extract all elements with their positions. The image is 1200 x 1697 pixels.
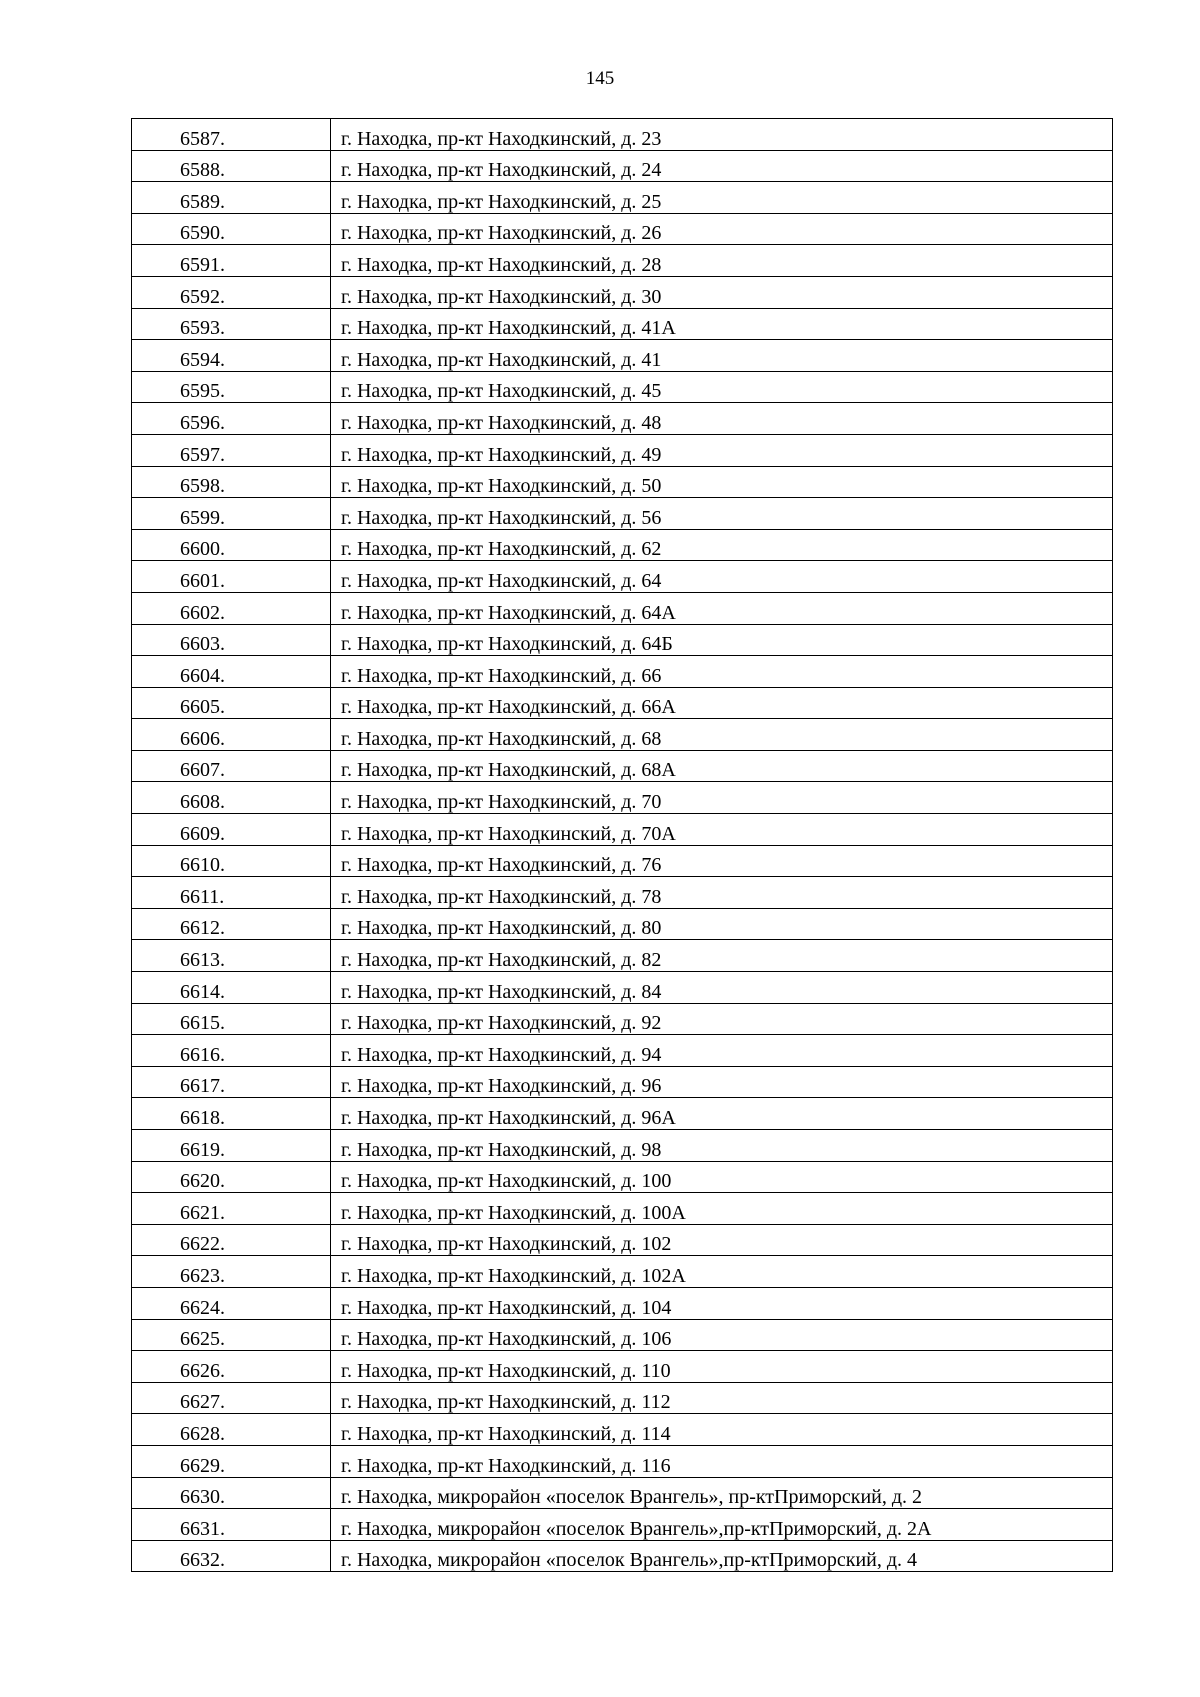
table-row xyxy=(132,466,1113,498)
table-row xyxy=(132,561,1113,593)
table-row xyxy=(132,656,1113,688)
table-row xyxy=(132,1256,1113,1288)
address-cell: г. Находка, пр-кт Находкинский, д. 56 xyxy=(331,498,1113,530)
row-number-cell: 6605. xyxy=(132,687,331,719)
table-row xyxy=(132,340,1113,372)
row-number-cell: 6592. xyxy=(132,276,331,308)
page-number: 145 xyxy=(585,68,615,89)
table-row xyxy=(132,403,1113,435)
row-number-cell: 6610. xyxy=(132,845,331,877)
row-number-cell: 6621. xyxy=(132,1193,331,1225)
table-row xyxy=(132,814,1113,846)
row-number-cell: 6616. xyxy=(132,1035,331,1067)
row-number-cell: 6628. xyxy=(132,1414,331,1446)
address-cell: г. Находка, пр-кт Находкинский, д. 64Б xyxy=(331,624,1113,656)
table-row xyxy=(132,1035,1113,1067)
table-row xyxy=(132,1193,1113,1225)
address-table xyxy=(131,118,1113,1572)
row-number-cell: 6597. xyxy=(132,434,331,466)
row-number-cell: 6596. xyxy=(132,403,331,435)
row-number-cell: 6627. xyxy=(132,1382,331,1414)
table-row xyxy=(132,1477,1113,1509)
table-row xyxy=(132,624,1113,656)
address-cell: г. Находка, микрорайон «поселок Врангель»,пр-ктПриморский, д. 4 xyxy=(331,1540,1113,1572)
address-cell: г. Находка, пр-кт Находкинский, д. 64А xyxy=(331,592,1113,624)
address-cell: г. Находка, пр-кт Находкинский, д. 78 xyxy=(331,877,1113,909)
table-row xyxy=(132,1003,1113,1035)
address-cell: г. Находка, пр-кт Находкинский, д. 68А xyxy=(331,750,1113,782)
address-cell: г. Находка, пр-кт Находкинский, д. 96А xyxy=(331,1098,1113,1130)
row-number-cell: 6587. xyxy=(132,119,331,151)
table-row xyxy=(132,1161,1113,1193)
address-cell: г. Находка, пр-кт Находкинский, д. 68 xyxy=(331,719,1113,751)
address-cell: г. Находка, пр-кт Находкинский, д. 25 xyxy=(331,182,1113,214)
address-cell: г. Находка, пр-кт Находкинский, д. 70 xyxy=(331,782,1113,814)
address-cell: г. Находка, пр-кт Находкинский, д. 94 xyxy=(331,1035,1113,1067)
address-cell: г. Находка, пр-кт Находкинский, д. 49 xyxy=(331,434,1113,466)
address-cell: г. Находка, пр-кт Находкинский, д. 48 xyxy=(331,403,1113,435)
row-number-cell: 6594. xyxy=(132,340,331,372)
address-cell: г. Находка, пр-кт Находкинский, д. 104 xyxy=(331,1287,1113,1319)
row-number-cell: 6613. xyxy=(132,940,331,972)
address-cell: г. Находка, микрорайон «поселок Врангель»,пр-ктПриморский, д. 2А xyxy=(331,1509,1113,1541)
row-number-cell: 6618. xyxy=(132,1098,331,1130)
row-number-cell: 6619. xyxy=(132,1130,331,1162)
address-cell: г. Находка, микрорайон «поселок Врангель», пр-ктПриморский, д. 2 xyxy=(331,1477,1113,1509)
table-row xyxy=(132,1351,1113,1383)
address-cell: г. Находка, пр-кт Находкинский, д. 96 xyxy=(331,1066,1113,1098)
row-number-cell: 6606. xyxy=(132,719,331,751)
row-number-cell: 6589. xyxy=(132,182,331,214)
table-row xyxy=(132,782,1113,814)
row-number-cell: 6611. xyxy=(132,877,331,909)
row-number-cell: 6623. xyxy=(132,1256,331,1288)
address-cell: г. Находка, пр-кт Находкинский, д. 50 xyxy=(331,466,1113,498)
table-row xyxy=(132,1224,1113,1256)
row-number-cell: 6599. xyxy=(132,498,331,530)
row-number-cell: 6602. xyxy=(132,592,331,624)
table-row xyxy=(132,1445,1113,1477)
table-row xyxy=(132,1319,1113,1351)
table-row xyxy=(132,687,1113,719)
address-cell: г. Находка, пр-кт Находкинский, д. 114 xyxy=(331,1414,1113,1446)
table-row xyxy=(132,1382,1113,1414)
row-number-cell: 6609. xyxy=(132,814,331,846)
address-cell: г. Находка, пр-кт Находкинский, д. 66 xyxy=(331,656,1113,688)
row-number-cell: 6591. xyxy=(132,245,331,277)
table-row xyxy=(132,972,1113,1004)
row-number-cell: 6590. xyxy=(132,213,331,245)
row-number-cell: 6608. xyxy=(132,782,331,814)
address-cell: г. Находка, пр-кт Находкинский, д. 24 xyxy=(331,150,1113,182)
address-cell: г. Находка, пр-кт Находкинский, д. 76 xyxy=(331,845,1113,877)
table-row xyxy=(132,182,1113,214)
address-cell: г. Находка, пр-кт Находкинский, д. 112 xyxy=(331,1382,1113,1414)
row-number-cell: 6625. xyxy=(132,1319,331,1351)
table-row xyxy=(132,1509,1113,1541)
table-row xyxy=(132,845,1113,877)
address-cell: г. Находка, пр-кт Находкинский, д. 98 xyxy=(331,1130,1113,1162)
row-number-cell: 6626. xyxy=(132,1351,331,1383)
address-cell: г. Находка, пр-кт Находкинский, д. 80 xyxy=(331,908,1113,940)
row-number-cell: 6631. xyxy=(132,1509,331,1541)
table-row xyxy=(132,1414,1113,1446)
address-cell: г. Находка, пр-кт Находкинский, д. 102 xyxy=(331,1224,1113,1256)
table-row xyxy=(132,245,1113,277)
table-row xyxy=(132,719,1113,751)
address-cell: г. Находка, пр-кт Находкинский, д. 28 xyxy=(331,245,1113,277)
address-cell: г. Находка, пр-кт Находкинский, д. 41 xyxy=(331,340,1113,372)
address-cell: г. Находка, пр-кт Находкинский, д. 100А xyxy=(331,1193,1113,1225)
table-row xyxy=(132,434,1113,466)
table-row xyxy=(132,1130,1113,1162)
table-row xyxy=(132,1098,1113,1130)
address-cell: г. Находка, пр-кт Находкинский, д. 23 xyxy=(331,119,1113,151)
row-number-cell: 6600. xyxy=(132,529,331,561)
address-cell: г. Находка, пр-кт Находкинский, д. 110 xyxy=(331,1351,1113,1383)
table-row xyxy=(132,940,1113,972)
address-cell: г. Находка, пр-кт Находкинский, д. 100 xyxy=(331,1161,1113,1193)
table-row xyxy=(132,213,1113,245)
table-row xyxy=(132,119,1113,151)
row-number-cell: 6595. xyxy=(132,371,331,403)
address-cell: г. Находка, пр-кт Находкинский, д. 84 xyxy=(331,972,1113,1004)
address-cell: г. Находка, пр-кт Находкинский, д. 70А xyxy=(331,814,1113,846)
row-number-cell: 6603. xyxy=(132,624,331,656)
address-cell: г. Находка, пр-кт Находкинский, д. 30 xyxy=(331,276,1113,308)
table-row xyxy=(132,1540,1113,1572)
row-number-cell: 6629. xyxy=(132,1445,331,1477)
table-row xyxy=(132,908,1113,940)
row-number-cell: 6598. xyxy=(132,466,331,498)
address-cell: г. Находка, пр-кт Находкинский, д. 102А xyxy=(331,1256,1113,1288)
row-number-cell: 6624. xyxy=(132,1287,331,1319)
row-number-cell: 6614. xyxy=(132,972,331,1004)
row-number-cell: 6601. xyxy=(132,561,331,593)
address-cell: г. Находка, пр-кт Находкинский, д. 92 xyxy=(331,1003,1113,1035)
row-number-cell: 6593. xyxy=(132,308,331,340)
table-row xyxy=(132,529,1113,561)
table-row xyxy=(132,498,1113,530)
row-number-cell: 6622. xyxy=(132,1224,331,1256)
table-row xyxy=(132,308,1113,340)
address-table-body xyxy=(132,119,1113,1572)
address-cell: г. Находка, пр-кт Находкинский, д. 82 xyxy=(331,940,1113,972)
table-row xyxy=(132,1287,1113,1319)
row-number-cell: 6615. xyxy=(132,1003,331,1035)
address-cell: г. Находка, пр-кт Находкинский, д. 64 xyxy=(331,561,1113,593)
address-cell: г. Находка, пр-кт Находкинский, д. 66А xyxy=(331,687,1113,719)
row-number-cell: 6617. xyxy=(132,1066,331,1098)
table-row xyxy=(132,877,1113,909)
address-cell: г. Находка, пр-кт Находкинский, д. 45 xyxy=(331,371,1113,403)
address-cell: г. Находка, пр-кт Находкинский, д. 116 xyxy=(331,1445,1113,1477)
table-row xyxy=(132,1066,1113,1098)
address-cell: г. Находка, пр-кт Находкинский, д. 106 xyxy=(331,1319,1113,1351)
address-cell: г. Находка, пр-кт Находкинский, д. 41А xyxy=(331,308,1113,340)
address-cell: г. Находка, пр-кт Находкинский, д. 62 xyxy=(331,529,1113,561)
table-row xyxy=(132,371,1113,403)
row-number-cell: 6607. xyxy=(132,750,331,782)
table-row xyxy=(132,276,1113,308)
table-row xyxy=(132,150,1113,182)
row-number-cell: 6630. xyxy=(132,1477,331,1509)
row-number-cell: 6612. xyxy=(132,908,331,940)
table-row xyxy=(132,592,1113,624)
row-number-cell: 6604. xyxy=(132,656,331,688)
table-row xyxy=(132,750,1113,782)
row-number-cell: 6632. xyxy=(132,1540,331,1572)
address-cell: г. Находка, пр-кт Находкинский, д. 26 xyxy=(331,213,1113,245)
row-number-cell: 6620. xyxy=(132,1161,331,1193)
row-number-cell: 6588. xyxy=(132,150,331,182)
